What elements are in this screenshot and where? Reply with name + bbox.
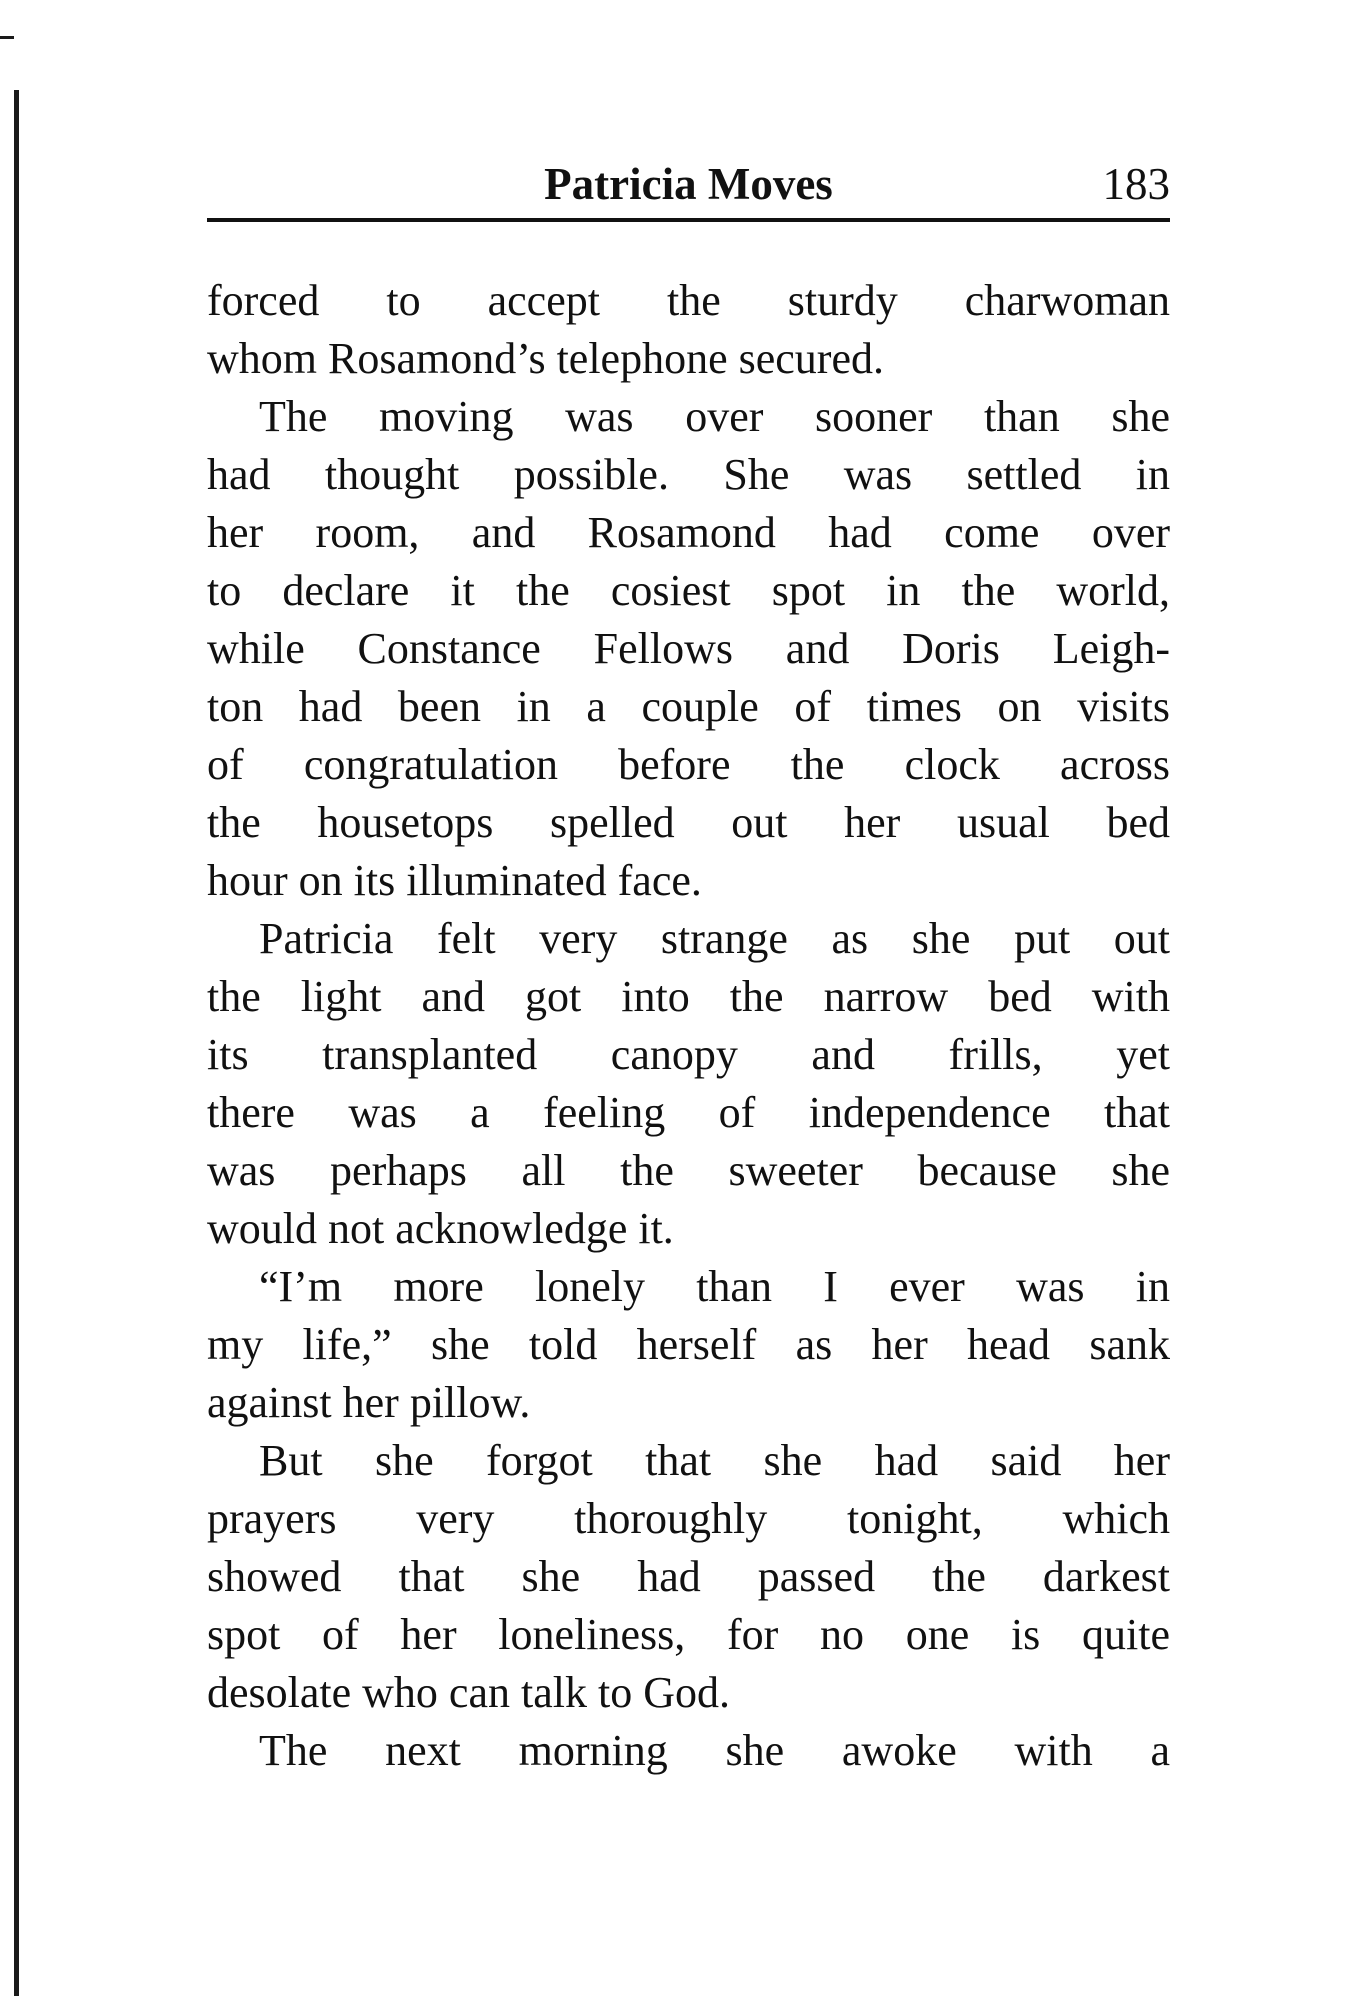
text-line: The next morning she awoke with a bbox=[259, 1726, 1170, 1775]
binding-edge-line bbox=[14, 90, 19, 1996]
text-line: there was a feeling of independence that bbox=[207, 1088, 1170, 1137]
text-line: But she forgot that she had said her bbox=[259, 1436, 1170, 1485]
text-line: Patricia felt very strange as she put out bbox=[259, 914, 1170, 963]
page-header bbox=[207, 150, 1170, 218]
text-line: its transplanted canopy and frills, yet bbox=[207, 1030, 1170, 1079]
binding-tick-mark bbox=[0, 36, 14, 39]
text-line: whom Rosamond’s telephone secured. bbox=[207, 334, 884, 383]
text-line: “I’m more lonely than I ever was in bbox=[259, 1262, 1170, 1311]
text-line: forced to accept the sturdy charwoman bbox=[207, 276, 1170, 325]
text-line: the light and got into the narrow bed with bbox=[207, 972, 1170, 1021]
text-line: would not acknowledge it. bbox=[207, 1204, 674, 1253]
body-text bbox=[207, 272, 1170, 1780]
page-number: 183 bbox=[1102, 159, 1170, 209]
text-line: the housetops spelled out her usual bed bbox=[207, 798, 1170, 847]
text-line: desolate who can talk to God. bbox=[207, 1668, 730, 1717]
text-line: her room, and Rosamond had come over bbox=[207, 508, 1170, 557]
text-line: The moving was over sooner than she bbox=[259, 392, 1170, 441]
text-line: while Constance Fellows and Doris Leigh- bbox=[207, 624, 1170, 673]
text-line: of congratulation before the clock across bbox=[207, 740, 1170, 789]
text-line: was perhaps all the sweeter because she bbox=[207, 1146, 1170, 1195]
text-line: my life,” she told herself as her head sank bbox=[207, 1320, 1170, 1369]
text-line: against her pillow. bbox=[207, 1378, 531, 1427]
text-line: prayers very thoroughly tonight, which bbox=[207, 1494, 1170, 1543]
text-line: to declare it the cosiest spot in the world, bbox=[207, 566, 1170, 615]
text-line: spot of her loneliness, for no one is quite bbox=[207, 1610, 1170, 1659]
header-rule bbox=[207, 218, 1170, 222]
running-title: Patricia Moves bbox=[544, 159, 833, 209]
text-line: showed that she had passed the darkest bbox=[207, 1552, 1170, 1601]
text-line: had thought possible. She was settled in bbox=[207, 450, 1170, 499]
text-line: ton had been in a couple of times on visits bbox=[207, 682, 1170, 731]
text-line: hour on its illuminated face. bbox=[207, 856, 702, 905]
